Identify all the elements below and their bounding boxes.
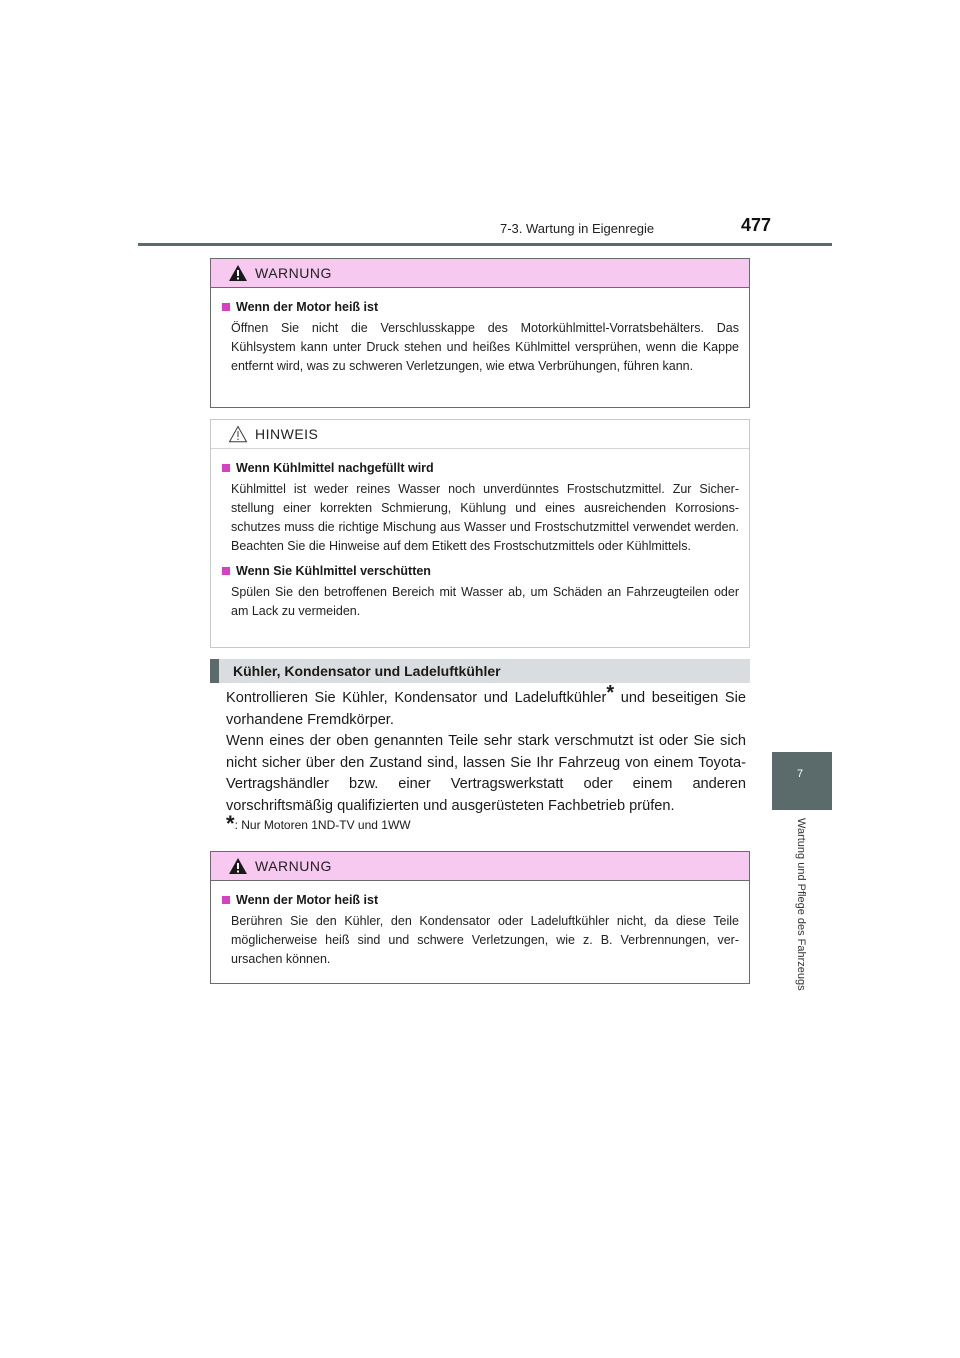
notice-item <box>222 562 739 621</box>
warning-triangle-icon <box>228 857 248 875</box>
footnote-marker: * <box>606 682 615 704</box>
caution-triangle-outline-icon <box>228 425 248 443</box>
warning-box-radiator-hot <box>210 851 750 984</box>
warning-item-heading: Wenn der Motor heiß ist <box>236 893 379 907</box>
warning-title: WARNUNG <box>255 265 332 281</box>
bullet-square-icon <box>222 464 230 472</box>
warning-item-text: Berühren Sie den Kühler, den Kondensator oder Ladeluftkühler nicht, da diese Teile möglicherweise heiß sind und schwere Verletzungen, wie z. B. Verbrennungen, ver-ursachen können. <box>231 914 739 966</box>
notice-item <box>222 459 739 556</box>
section-title: Kühler, Kondensator und Ladeluftkühler <box>233 663 501 679</box>
warning-item-text: Öffnen Sie nicht die Verschlusskappe des Motorkühlmittel-Vorratsbehälters. Das Kühlsystem kann unter Druck stehen und heißes Kühlmittel versprühen, wenn die Kappe entfernt wird, was zu schweren Verletzungen, wie etwa Verbrühungen, führen kann. <box>231 321 739 373</box>
header-divider <box>138 243 832 246</box>
warning-item <box>222 891 739 969</box>
warning-box-motor-hot <box>210 258 750 408</box>
chapter-title: Wartung und Pflege des Fahrzeugs <box>795 818 807 991</box>
section-body <box>226 682 746 817</box>
body-paragraph <box>226 682 746 731</box>
warning-title: WARNUNG <box>255 858 332 874</box>
page-number: 477 <box>741 215 772 235</box>
bullet-square-icon <box>222 567 230 575</box>
footnote-marker: * <box>226 811 235 836</box>
chapter-tab[interactable] <box>772 752 832 810</box>
warning-triangle-icon <box>228 264 248 282</box>
warning-box-header <box>211 852 749 881</box>
notice-item-heading: Wenn Kühlmittel nachgefüllt wird <box>236 461 434 475</box>
notice-item-text: Spülen Sie den betroffenen Bereich mit Wasser ab, um Schäden an Fahrzeugteilen oder am Lack zu vermeiden. <box>231 585 739 618</box>
bullet-square-icon <box>222 303 230 311</box>
chapter-number: 7 <box>797 768 804 780</box>
notice-title: HINWEIS <box>255 426 319 442</box>
body-paragraph: Wenn eines der oben genannten Teile sehr stark verschmutzt ist oder Sie sich nicht sicher über den Zustand sind, lassen Sie Ihr Fahrzeug von einem Toyota-Vertragshändler bzw. einer Vertragswerkstatt oder einem anderen vorschriftsmäßig qualifizierten und ausgerüsteten Fachbetrieb prüfen. <box>226 733 746 814</box>
footnote-text: : Nur Motoren 1ND-TV und 1WW <box>234 818 411 832</box>
warning-item-heading: Wenn der Motor heiß ist <box>236 300 379 314</box>
notice-item-text: Kühlmittel ist weder reines Wasser noch unverdünntes Frostschutzmittel. Zur Sicher-stellung einer korrekten Schmierung, Kühlung und eines ausreichenden Korrosions-schutzes muss die richtige Mischung aus Wasser und Frostschutzmittel verwendet werden. Beachten Sie die Hinweise auf dem Etikett des Frostschutzmittels oder Kühlmittels. <box>231 482 739 553</box>
section-heading-bar <box>210 659 750 683</box>
notice-box-header <box>211 420 749 449</box>
footnote <box>226 811 411 836</box>
header-section-title: 7-3. Wartung in Eigenregie <box>500 221 655 236</box>
notice-item-heading: Wenn Sie Kühlmittel verschütten <box>236 564 431 578</box>
notice-box-coolant <box>210 419 750 648</box>
body-text-part: und beseitigen Sie vorhandene Fremdkörper. <box>226 690 746 728</box>
body-text-part: Kontrollieren Sie Kühler, Kondensator und Ladeluftkühler <box>226 690 607 706</box>
warning-item <box>222 298 739 376</box>
bullet-square-icon <box>222 896 230 904</box>
warning-box-header <box>211 259 749 288</box>
